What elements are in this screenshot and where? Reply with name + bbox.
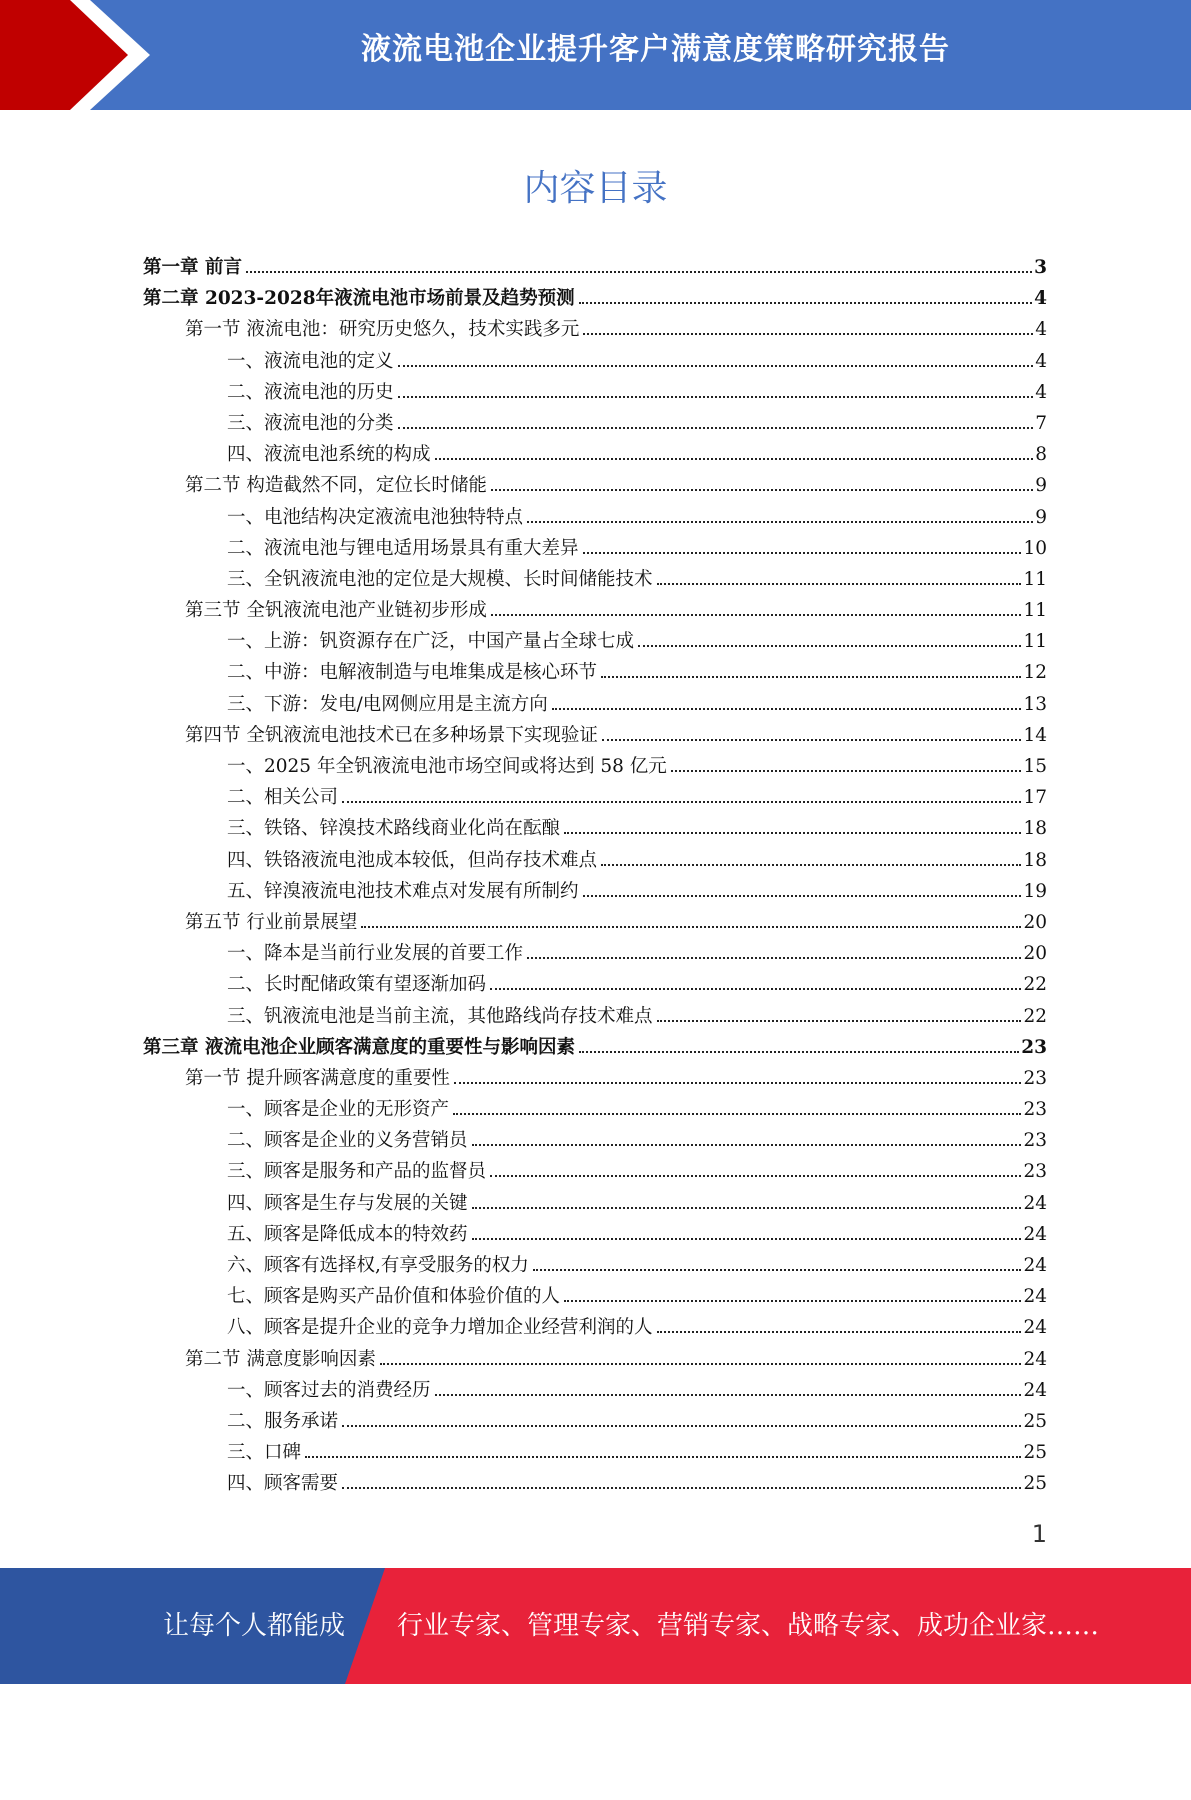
- header-arrow-shape: [0, 0, 160, 110]
- toc-entry-page: 24: [1023, 1223, 1047, 1245]
- toc-subsection-entry[interactable]: [143, 627, 1047, 658]
- toc-entry-page: 19: [1023, 880, 1047, 902]
- toc-entry-title: 第一节 提升顾客满意度的重要性: [185, 1067, 450, 1089]
- toc-entry-page: 23: [1023, 1130, 1047, 1152]
- toc-dot-leader: [472, 1207, 1022, 1209]
- toc-subsection-entry[interactable]: [143, 846, 1047, 877]
- toc-section-entry[interactable]: [143, 1064, 1047, 1095]
- footer-slogan-left-text: 让每个人都能成为: [162, 1611, 345, 1757]
- toc-dot-leader: [342, 1487, 1021, 1489]
- toc-entry-title: 第一章 前言: [143, 257, 242, 278]
- toc-dot-leader: [435, 458, 1034, 460]
- toc-entry-title: 五、顾客是降低成本的特效药: [227, 1223, 468, 1245]
- footer-banner: [0, 1568, 1191, 1757]
- toc-entry-title: 五、锌溴液流电池技术难点对发展有所制约: [227, 880, 579, 902]
- toc-dot-leader: [579, 1051, 1019, 1053]
- toc-entry-title: 第一节 液流电池：研究历史悠久，技术实践多元: [185, 319, 580, 341]
- toc-dot-leader: [342, 1425, 1021, 1427]
- toc-dot-leader: [657, 583, 1022, 585]
- toc-dot-leader: [342, 801, 1021, 803]
- toc-subsection-entry[interactable]: [143, 1002, 1047, 1033]
- toc-entry-page: 7: [1035, 412, 1047, 434]
- toc-entry-page: 10: [1023, 537, 1047, 559]
- toc-entry-title: 四、铁铬液流电池成本较低，但尚存技术难点: [227, 849, 598, 871]
- toc-entry-title: 二、长时配储政策有望逐渐加码: [227, 974, 487, 996]
- toc-subsection-entry[interactable]: [143, 409, 1047, 440]
- toc-entry-page: 13: [1023, 693, 1047, 715]
- toc-subsection-entry[interactable]: [143, 1095, 1047, 1126]
- toc-entry-title: 七、顾客是购买产品价值和体验价值的人: [227, 1286, 561, 1308]
- toc-entry-page: 20: [1023, 943, 1047, 965]
- toc-entry-page: 4: [1035, 319, 1047, 341]
- toc-subsection-entry[interactable]: [143, 1282, 1047, 1313]
- toc-subsection-entry[interactable]: [143, 378, 1047, 409]
- toc-entry-page: 25: [1023, 1473, 1047, 1495]
- toc-section-entry[interactable]: [143, 908, 1047, 939]
- toc-subsection-entry[interactable]: [143, 503, 1047, 534]
- toc-dot-leader: [533, 1269, 1022, 1271]
- toc-entry-page: 22: [1023, 1005, 1047, 1027]
- toc-entry-title: 第二节 满意度影响因素: [185, 1348, 376, 1370]
- toc-subsection-entry[interactable]: [143, 440, 1047, 471]
- toc-entry-title: 四、顾客是生存与发展的关键: [227, 1192, 468, 1214]
- toc-entry-title: 三、铁铬、锌溴技术路线商业化尚在酝酿: [227, 818, 561, 840]
- toc-entry-page: 11: [1023, 568, 1047, 590]
- toc-dot-leader: [398, 365, 1034, 367]
- toc-entry-title: 一、电池结构决定液流电池独特特点: [227, 506, 524, 528]
- toc-entry-page: 4: [1035, 381, 1047, 403]
- toc-subsection-entry[interactable]: [143, 877, 1047, 908]
- toc-entry-title: 三、口碑: [227, 1442, 302, 1464]
- page-number: 1: [1031, 1520, 1047, 1548]
- toc-section-entry[interactable]: [143, 315, 1047, 346]
- toc-subsection-entry[interactable]: [143, 939, 1047, 970]
- report-title: 液流电池企业提升客户满意度策略研究报告: [361, 32, 950, 67]
- toc-dot-leader: [527, 521, 1033, 523]
- toc-dot-leader: [602, 739, 1022, 741]
- toc-subsection-entry[interactable]: [143, 565, 1047, 596]
- toc-entry-title: 三、液流电池的分类: [227, 412, 394, 434]
- toc-entry-page: 9: [1035, 506, 1047, 528]
- toc-chapter-entry[interactable]: [143, 253, 1047, 284]
- toc-subsection-entry[interactable]: [143, 1157, 1047, 1188]
- toc-dot-leader: [490, 988, 1021, 990]
- toc-entry-title: 三、全钒液流电池的定位是大规模、长时间储能技术: [227, 568, 653, 590]
- toc-entry-page: 24: [1023, 1317, 1047, 1339]
- toc-dot-leader: [491, 489, 1033, 491]
- toc-entry-page: 23: [1023, 1099, 1047, 1121]
- toc-dot-leader: [361, 926, 1021, 928]
- toc-entry-title: 三、顾客是服务和产品的监督员: [227, 1161, 487, 1183]
- toc-subsection-entry[interactable]: [143, 1407, 1047, 1438]
- toc-entry-page: 3: [1034, 257, 1047, 278]
- toc-entry-title: 一、上游：钒资源存在广泛，中国产量占全球七成: [227, 631, 635, 653]
- toc-entry-title: 二、液流电池与锂电适用场景具有重大差异: [227, 537, 579, 559]
- toc-subsection-entry[interactable]: [143, 752, 1047, 783]
- toc-dot-leader: [601, 864, 1021, 866]
- table-of-contents: [143, 253, 1047, 1501]
- toc-dot-leader: [583, 552, 1022, 554]
- toc-dot-leader: [638, 645, 1021, 647]
- toc-entry-page: 24: [1023, 1348, 1047, 1370]
- toc-entry-title: 二、服务承诺: [227, 1410, 339, 1432]
- toc-dot-leader: [583, 333, 1033, 335]
- toc-dot-leader: [564, 832, 1021, 834]
- toc-section-entry[interactable]: [143, 721, 1047, 752]
- toc-subsection-entry[interactable]: [143, 534, 1047, 565]
- toc-entry-title: 第四节 全钒液流电池技术已在多种场景下实现验证: [185, 724, 598, 746]
- footer-slogan-right: 行业专家、管理专家、营销专家、战略专家、成功企业家……: [397, 1611, 1100, 1641]
- toc-entry-title: 二、顾客是企业的义务营销员: [227, 1130, 468, 1152]
- toc-entry-page: 4: [1035, 350, 1047, 372]
- toc-dot-leader: [472, 1238, 1022, 1240]
- toc-dot-leader: [490, 1175, 1021, 1177]
- toc-dot-leader: [398, 396, 1034, 398]
- toc-entry-title: 一、顾客是企业的无形资产: [227, 1099, 450, 1121]
- toc-entry-title: 一、液流电池的定义: [227, 350, 394, 372]
- toc-entry-title: 二、相关公司: [227, 787, 339, 809]
- toc-dot-leader: [246, 271, 1032, 273]
- toc-dot-leader: [657, 1020, 1022, 1022]
- toc-entry-title: 一、降本是当前行业发展的首要工作: [227, 943, 524, 965]
- toc-entry-page: 4: [1034, 288, 1047, 310]
- toc-subsection-entry[interactable]: [143, 970, 1047, 1001]
- toc-entry-page: 11: [1023, 600, 1047, 622]
- toc-subsection-entry[interactable]: [143, 783, 1047, 814]
- toc-entry-page: 12: [1023, 662, 1047, 684]
- toc-section-entry[interactable]: [143, 471, 1047, 502]
- toc-entry-page: 14: [1023, 724, 1047, 746]
- toc-entry-title: 第二章 2023-2028年液流电池市场前景及趋势预测: [143, 288, 575, 310]
- toc-dot-leader: [454, 1082, 1022, 1084]
- toc-dot-leader: [435, 1394, 1022, 1396]
- toc-subsection-entry[interactable]: [143, 814, 1047, 845]
- toc-subsection-entry[interactable]: [143, 1469, 1047, 1500]
- toc-subsection-entry[interactable]: [143, 347, 1047, 378]
- toc-entry-page: 8: [1035, 444, 1047, 466]
- toc-entry-title: 三、钒液流电池是当前主流，其他路线尚存技术难点: [227, 1005, 653, 1027]
- toc-entry-page: 18: [1023, 849, 1047, 871]
- toc-entry-page: 24: [1023, 1255, 1047, 1276]
- toc-dot-leader: [472, 1144, 1022, 1146]
- toc-entry-page: 24: [1023, 1286, 1047, 1308]
- footer-slogan-left: [0, 1568, 345, 1757]
- toc-subsection-entry[interactable]: [143, 1376, 1047, 1407]
- toc-heading: 内容目录: [523, 168, 668, 209]
- toc-entry-page: 23: [1021, 1036, 1047, 1058]
- toc-chapter-entry[interactable]: [143, 284, 1047, 315]
- toc-subsection-entry[interactable]: [143, 1126, 1047, 1157]
- toc-entry-page: 18: [1023, 818, 1047, 840]
- toc-subsection-entry[interactable]: [143, 1438, 1047, 1469]
- toc-dot-leader: [564, 1300, 1021, 1302]
- toc-entry-page: 23: [1023, 1161, 1047, 1183]
- toc-entry-title: 第二节 构造截然不同，定位长时储能: [185, 475, 487, 497]
- toc-subsection-entry[interactable]: [143, 1189, 1047, 1220]
- toc-entry-page: 22: [1023, 974, 1047, 996]
- toc-dot-leader: [398, 427, 1034, 429]
- toc-entry-page: 9: [1035, 475, 1047, 497]
- toc-dot-leader: [671, 770, 1022, 772]
- toc-dot-leader: [583, 895, 1022, 897]
- toc-entry-title: 一、顾客过去的消费经历: [227, 1379, 431, 1401]
- toc-entry-page: 15: [1023, 756, 1047, 777]
- toc-dot-leader: [305, 1456, 1021, 1458]
- toc-entry-title: 三、下游：发电/电网侧应用是主流方向: [227, 693, 548, 715]
- toc-dot-leader: [579, 302, 1033, 304]
- toc-entry-page: 24: [1023, 1192, 1047, 1214]
- toc-entry-page: 23: [1023, 1067, 1047, 1089]
- toc-entry-page: 17: [1023, 787, 1047, 809]
- toc-entry-title: 第三节 全钒液流电池产业链初步形成: [185, 600, 487, 622]
- toc-entry-title: 二、液流电池的历史: [227, 381, 394, 403]
- toc-entry-page: 25: [1023, 1410, 1047, 1432]
- toc-entry-title: 二、中游：电解液制造与电堆集成是核心环节: [227, 662, 598, 684]
- toc-entry-page: 20: [1023, 911, 1047, 933]
- toc-entry-title: 四、液流电池系统的构成: [227, 444, 431, 466]
- toc-entry-page: 24: [1023, 1379, 1047, 1401]
- toc-entry-title: 第三章 液流电池企业顾客满意度的重要性与影响因素: [143, 1036, 575, 1058]
- toc-entry-title: 第五节 行业前景展望: [185, 911, 358, 933]
- toc-subsection-entry[interactable]: [143, 1313, 1047, 1344]
- toc-chapter-entry[interactable]: [143, 1033, 1047, 1064]
- toc-subsection-entry[interactable]: [143, 658, 1047, 689]
- toc-dot-leader: [380, 1363, 1022, 1365]
- toc-dot-leader: [491, 614, 1022, 616]
- toc-subsection-entry[interactable]: [143, 1220, 1047, 1251]
- toc-section-entry[interactable]: [143, 596, 1047, 627]
- toc-entry-title: 八、顾客是提升企业的竞争力增加企业经营利润的人: [227, 1317, 653, 1339]
- toc-entry-title: 六、顾客有选择权,有享受服务的权力: [227, 1255, 529, 1276]
- toc-entry-title: 一、2025 年全钒液流电池市场空间或将达到 58 亿元: [227, 756, 667, 777]
- toc-section-entry[interactable]: [143, 1345, 1047, 1376]
- toc-entry-title: 四、顾客需要: [227, 1473, 339, 1495]
- toc-subsection-entry[interactable]: [143, 690, 1047, 721]
- toc-dot-leader: [552, 708, 1022, 710]
- toc-dot-leader: [657, 1331, 1022, 1333]
- toc-subsection-entry[interactable]: [143, 1251, 1047, 1282]
- header-banner: [0, 0, 1191, 110]
- toc-dot-leader: [453, 1113, 1021, 1115]
- toc-dot-leader: [601, 676, 1021, 678]
- toc-entry-page: 25: [1023, 1442, 1047, 1464]
- toc-dot-leader: [527, 957, 1021, 959]
- toc-entry-page: 11: [1023, 631, 1047, 653]
